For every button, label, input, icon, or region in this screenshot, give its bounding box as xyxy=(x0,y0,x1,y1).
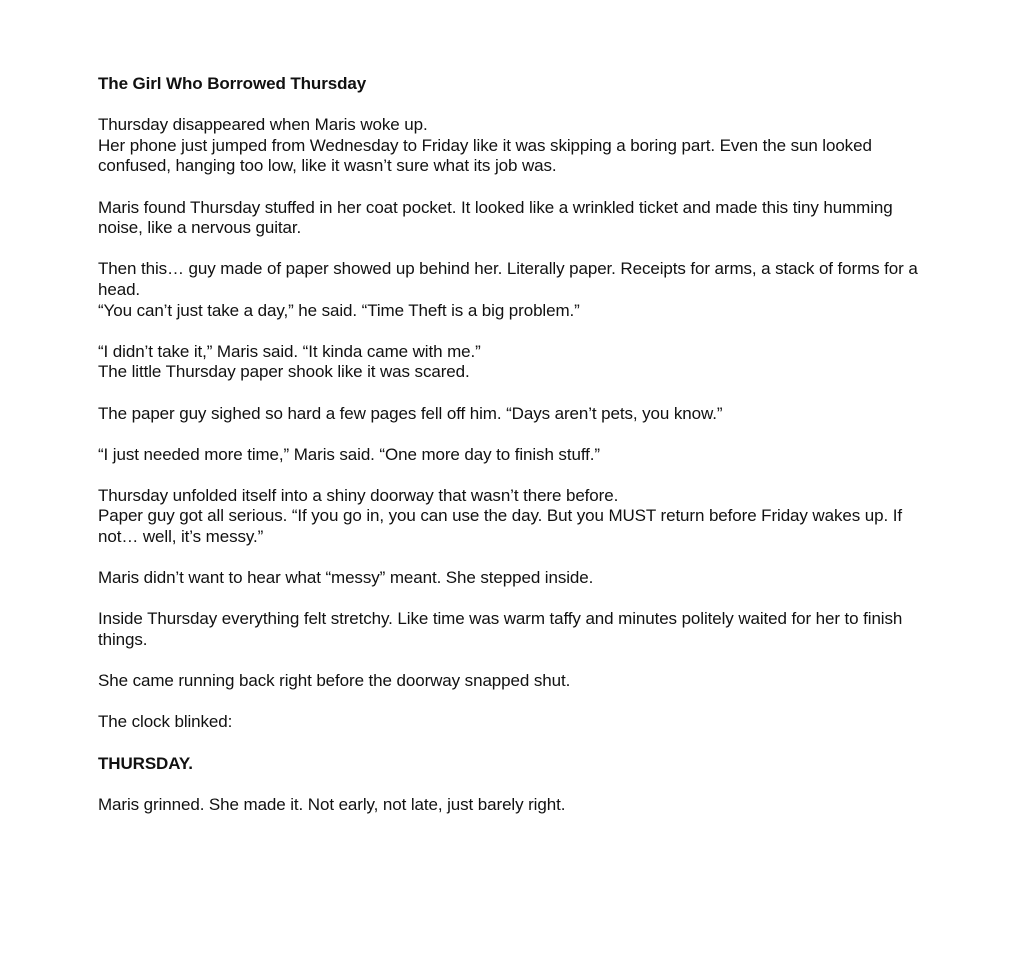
paragraph-1 xyxy=(98,115,938,177)
paragraph-6 xyxy=(98,445,938,466)
text-line: Inside Thursday everything felt stretchy. Like time was warm taffy and minutes politely waited for her to finish things. xyxy=(98,609,903,650)
paragraph-13 xyxy=(98,795,938,816)
text-line: “You can’t just take a day,” he said. “Time Theft is a big problem.” xyxy=(98,300,580,320)
text-line: The clock blinked: xyxy=(98,712,233,732)
document-body xyxy=(98,74,938,836)
text-line: Maris didn’t want to hear what “messy” meant. She stepped inside. xyxy=(98,568,594,588)
text-line: “I just needed more time,” Maris said. “One more day to finish stuff.” xyxy=(98,444,600,464)
text-line: She came running back right before the doorway snapped shut. xyxy=(98,671,571,691)
text-line: Paper guy got all serious. “If you go in, you can use the day. But you MUST return before Friday wakes up. If not… well, it’s messy.” xyxy=(98,506,902,547)
text-line: Thursday unfolded itself into a shiny doorway that wasn’t there before. xyxy=(98,485,619,505)
paragraph-11 xyxy=(98,712,938,733)
text-line: Her phone just jumped from Wednesday to Friday like it was skipping a boring part. Even the sun looked confused, hanging too low, like it wasn’t sure what its job was. xyxy=(98,135,872,176)
document-title: The Girl Who Borrowed Thursday xyxy=(98,74,367,93)
text-line-bold: THURSDAY. xyxy=(98,753,193,773)
paragraph-10 xyxy=(98,671,938,692)
paragraph-12-emphasis xyxy=(98,754,938,775)
text-line: Then this… guy made of paper showed up behind her. Literally paper. Receipts for arms, a stack of forms for a head. xyxy=(98,259,918,299)
text-line: “I didn’t take it,” Maris said. “It kinda came with me.” xyxy=(98,341,481,361)
text-line: The little Thursday paper shook like it was scared. xyxy=(98,362,470,382)
text-line: Thursday disappeared when Maris woke up. xyxy=(98,115,428,135)
text-line: Maris grinned. She made it. Not early, not late, just barely right. xyxy=(98,794,566,814)
paragraph-3 xyxy=(98,259,938,321)
paragraph-9 xyxy=(98,609,938,650)
paragraph-7 xyxy=(98,486,938,548)
paragraph-2 xyxy=(98,198,938,239)
paragraph-4 xyxy=(98,342,938,383)
paragraph-5 xyxy=(98,404,938,425)
paragraph-8 xyxy=(98,568,938,589)
text-line: The paper guy sighed so hard a few pages fell off him. “Days aren’t pets, you know.” xyxy=(98,403,723,423)
text-line: Maris found Thursday stuffed in her coat pocket. It looked like a wrinkled ticket and made this tiny humming noise, like a nervous guitar. xyxy=(98,197,893,238)
